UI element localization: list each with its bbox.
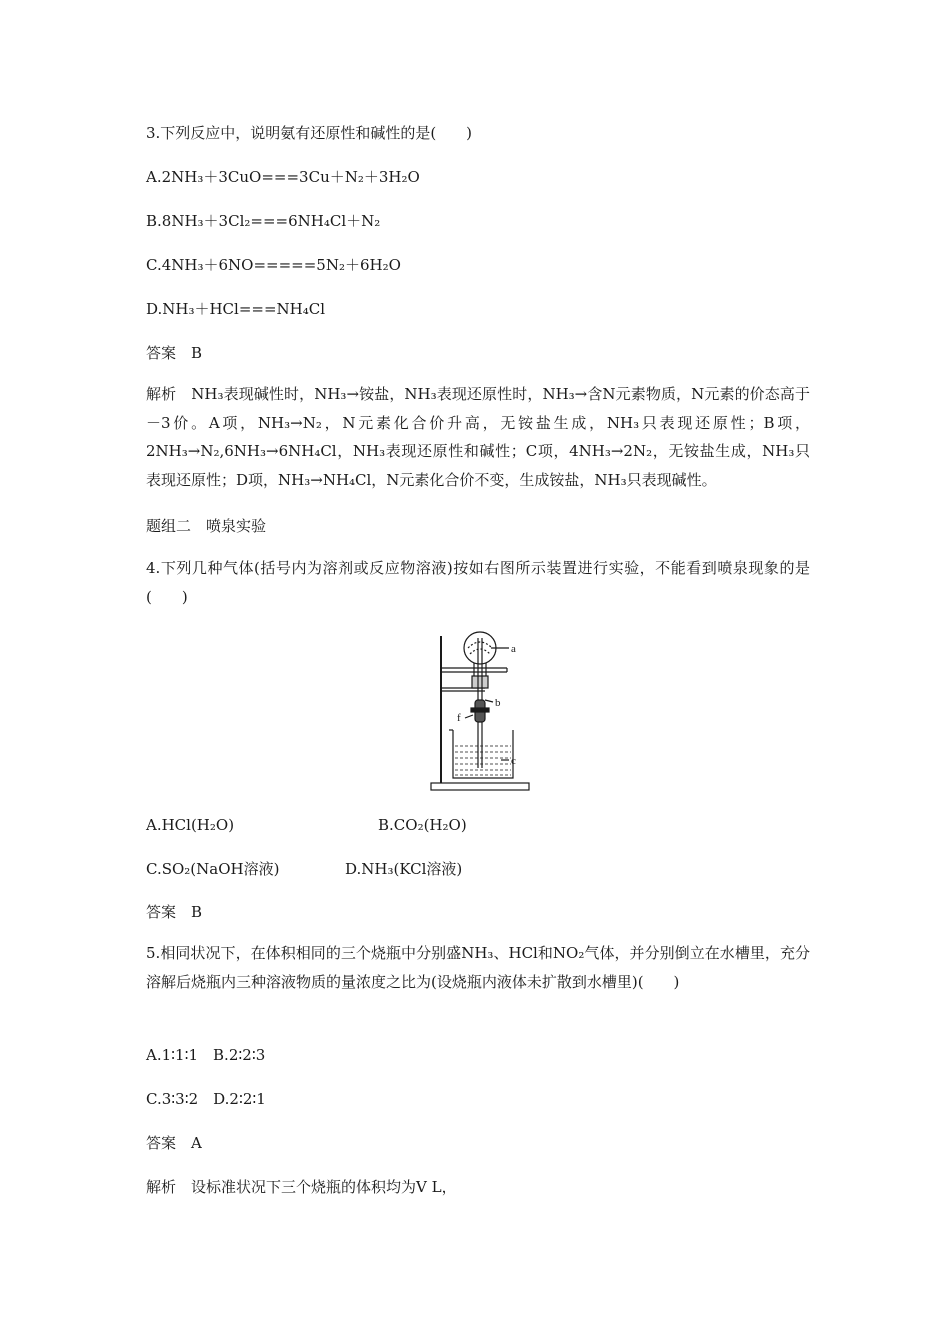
- label-c: c: [511, 755, 516, 767]
- q5-analysis: 解析 设标准状况下三个烧瓶的体积均为V L，: [146, 1178, 457, 1196]
- q3-answer: 答案 B: [146, 344, 203, 362]
- stand-base: [431, 783, 529, 790]
- q5-options-ab: A.1∶1∶1 B.2∶2∶3: [146, 1046, 266, 1064]
- tube-clip: [471, 708, 489, 712]
- q4-option-c: C.SO₂(NaOH溶液): [146, 860, 280, 878]
- q4-option-a: A.HCl(H₂O): [146, 816, 235, 834]
- label-f: f: [457, 712, 461, 724]
- q5-answer: 答案 A: [146, 1134, 202, 1152]
- label-b: b: [495, 697, 501, 709]
- fountain-apparatus-figure: [425, 628, 535, 796]
- q4-answer: 答案 B: [146, 903, 203, 921]
- section-heading: 题组二 喷泉实验: [146, 517, 267, 535]
- q4-option-b: B.CO₂(H₂O): [378, 816, 467, 834]
- q4-stem: 4.下列几种气体(括号内为溶剂或反应物溶液)按如右图所示装置进行实验，不能看到喷泉现象的是( ): [146, 559, 810, 606]
- q5-options-cd: C.3∶3∶2 D.2∶2∶1: [146, 1090, 266, 1108]
- stopper: [472, 676, 488, 688]
- beaker: [453, 730, 513, 778]
- q3-option-c: C.4NH₃＋6NO=====5N₂＋6H₂O: [146, 256, 401, 274]
- q3-analysis: 解析 NH₃表现碱性时，NH₃→铵盐，NH₃表现还原性时，NH₃→含N元素物质，N元素的价态高于－3价。A项，NH₃→N₂，N元素化合价升高，无铵盐生成，NH₃只表现还原性；B项，2NH₃→N₂,6NH₃→6NH₄Cl，NH₃表现还原性和碱性；C项，4NH₃→2N₂，无铵盐生成，NH₃只表现还原性；D项，NH₃→NH₄Cl，N元素化合价不变，生成铵盐，NH₃只表现碱性。: [146, 385, 810, 489]
- q3-stem: 3.下列反应中，说明氨有还原性和碱性的是( ): [146, 124, 473, 142]
- q3-option-d: D.NH₃＋HCl===NH₄Cl: [146, 300, 326, 318]
- q3-option-a: A.2NH₃＋3CuO===3Cu＋N₂＋3H₂O: [146, 168, 420, 186]
- label-a: a: [511, 643, 516, 655]
- q5-stem: 5.相同状况下，在体积相同的三个烧瓶中分别盛NH₃、HCl和NO₂气体，并分别倒立在水槽里，充分溶解后烧瓶内三种溶液物质的量浓度之比为(设烧瓶内液体未扩散到水槽里)( ): [146, 944, 810, 991]
- q4-option-d: D.NH₃(KCl溶液): [345, 860, 463, 878]
- q3-option-b: B.8NH₃＋3Cl₂===6NH₄Cl＋N₂: [146, 212, 381, 230]
